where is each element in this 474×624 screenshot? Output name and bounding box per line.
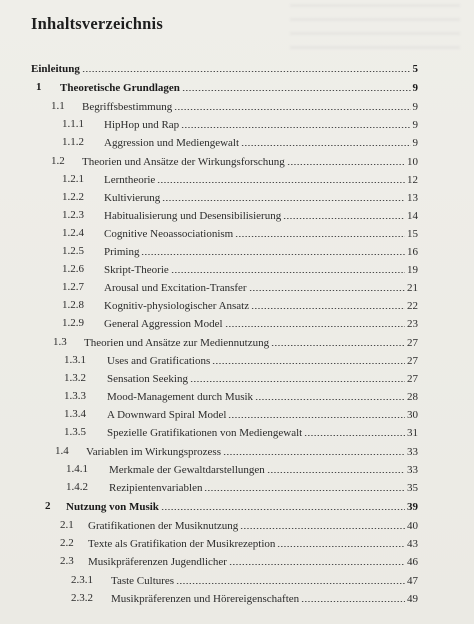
toc-entry-label: Theorien und Ansätze zur Mediennutzung <box>84 337 270 349</box>
toc-entry[interactable] <box>0 461 474 477</box>
dot-leader <box>301 600 405 603</box>
toc-page-number: 40 <box>407 520 418 532</box>
toc-entry-label: Spezielle Gratifikationen von Mediengewalt <box>107 427 303 439</box>
toc-entry[interactable] <box>0 535 474 551</box>
toc-entry-label: Einleitung <box>31 63 80 75</box>
toc-entry-label: Skript-Theorie <box>104 264 169 276</box>
toc-page-number: 39 <box>407 501 418 513</box>
toc-entry-number: 1.2.9 <box>62 317 84 329</box>
toc-entry[interactable] <box>0 261 474 277</box>
dot-leader <box>162 199 405 202</box>
toc-entry-number: 1.1.1 <box>62 118 84 130</box>
toc-entry-label: General Aggression Model <box>104 318 223 330</box>
dot-leader <box>241 144 410 147</box>
toc-entry-label: Rezipientenvariablen <box>109 482 203 494</box>
toc-page-number: 5 <box>412 63 418 75</box>
toc-entry-label: Nutzung von Musik <box>66 501 159 513</box>
dot-leader <box>212 362 405 365</box>
dot-leader <box>240 527 405 530</box>
toc-entry-label: A Downward Spiral Model <box>107 409 227 421</box>
toc-entry[interactable] <box>0 279 474 295</box>
toc-entry-label: Arousal und Excitation-Transfer <box>104 282 247 294</box>
dot-leader <box>267 471 405 474</box>
toc-page-number: 9 <box>412 82 418 94</box>
toc-entry[interactable] <box>0 243 474 259</box>
toc-entry[interactable] <box>0 517 474 533</box>
dot-leader <box>304 434 405 437</box>
toc-entry-label: Musikpräferenzen und Hörereigenschaften <box>111 593 300 605</box>
toc-entry-number: 2.3.2 <box>71 592 93 604</box>
toc-entry[interactable] <box>0 171 474 187</box>
dot-leader <box>251 307 405 310</box>
toc-entry-label: Musikpräferenzen Jugendlicher <box>88 556 227 568</box>
toc-page-number: 46 <box>407 556 418 568</box>
toc-page-number: 27 <box>407 355 418 367</box>
toc-page-number: 33 <box>407 464 418 476</box>
toc-entry-number: 2.1 <box>60 519 74 531</box>
toc-entry-label: Cognitive Neoassociationism <box>104 228 234 240</box>
toc-entry[interactable] <box>0 406 474 422</box>
toc-entry-number: 2.2 <box>60 537 74 549</box>
dot-leader <box>171 271 405 274</box>
toc-page-number: 13 <box>407 192 418 204</box>
toc-entry[interactable] <box>0 225 474 241</box>
toc-entry-number: 1.1.2 <box>62 136 84 148</box>
toc-page-number: 9 <box>412 101 418 113</box>
toc-entry[interactable] <box>0 134 474 150</box>
toc-entry-label: Merkmale der Gewaltdarstellungen <box>109 464 265 476</box>
toc-page-number: 21 <box>407 282 418 294</box>
toc-page-number: 22 <box>407 300 418 312</box>
toc-page-number: 27 <box>407 337 418 349</box>
toc-entry-number: 1.2.6 <box>62 263 84 275</box>
toc-entry-number: 1.2.2 <box>62 191 84 203</box>
dot-leader <box>176 582 405 585</box>
toc-page-number: 43 <box>407 538 418 550</box>
toc-entry-number: 2.3.1 <box>71 574 93 586</box>
toc-entry-number: 1.3.3 <box>64 390 86 402</box>
dot-leader <box>141 253 405 256</box>
toc-entry-label: Habitualisierung und Desensibilisierung <box>104 210 282 222</box>
toc-entry-label: Uses and Gratifications <box>107 355 211 367</box>
toc-entry[interactable] <box>0 352 474 368</box>
dot-leader <box>223 453 405 456</box>
toc-entry-number: 1.2.8 <box>62 299 84 311</box>
toc-entry[interactable] <box>0 370 474 386</box>
toc-page-number: 15 <box>407 228 418 240</box>
toc-entry-label: Kognitiv-physiologischer Ansatz <box>104 300 250 312</box>
toc-entry[interactable] <box>0 207 474 223</box>
toc-entry-number: 1.3.4 <box>64 408 86 420</box>
toc-entry[interactable] <box>0 388 474 404</box>
toc-entry-label: HipHop und Rap <box>104 119 180 131</box>
toc-entry[interactable] <box>0 479 474 495</box>
toc-entry-number: 1.2 <box>51 155 65 167</box>
toc-entry-number: 1.4.1 <box>66 463 88 475</box>
dot-leader <box>181 126 410 129</box>
dot-leader <box>174 108 410 111</box>
toc-entry[interactable] <box>0 60 474 76</box>
toc-entry-label: Taste Cultures <box>111 575 175 587</box>
toc-page-number: 30 <box>407 409 418 421</box>
dot-leader <box>277 545 405 548</box>
dot-leader <box>229 563 405 566</box>
toc-entry-label: Theoretische Grundlagen <box>60 82 180 94</box>
toc-entry-number: 1.3.1 <box>64 354 86 366</box>
toc-entry[interactable] <box>0 297 474 313</box>
toc-entry-label: Priming <box>104 246 140 258</box>
toc-page-number: 47 <box>407 575 418 587</box>
toc-entry-number: 1.3 <box>53 336 67 348</box>
toc-entry[interactable] <box>0 590 474 606</box>
toc-page-number: 23 <box>407 318 418 330</box>
toc-entry[interactable] <box>0 189 474 205</box>
toc-entry-label: Texte als Gratifikation der Musikrezeption <box>88 538 276 550</box>
toc-page-number: 10 <box>407 156 418 168</box>
toc-entry-label: Aggression und Mediengewalt <box>104 137 240 149</box>
dot-leader <box>190 380 405 383</box>
dot-leader <box>182 89 411 92</box>
toc-entry[interactable] <box>0 315 474 331</box>
toc-entry-label: Mood-Management durch Musik <box>107 391 254 403</box>
toc-entry[interactable] <box>0 116 474 132</box>
dot-leader <box>271 344 405 347</box>
toc-entry-number: 1.3.5 <box>64 426 86 438</box>
toc-entry-label: Sensation Seeking <box>107 373 188 385</box>
toc-entry[interactable] <box>0 98 474 114</box>
dot-leader <box>249 289 405 292</box>
toc-page-number: 9 <box>412 137 418 149</box>
toc-page-number: 49 <box>407 593 418 605</box>
dot-leader <box>287 163 405 166</box>
toc-entry-number: 1.2.1 <box>62 173 84 185</box>
toc-page-number: 33 <box>407 446 418 458</box>
toc-page-number: 35 <box>407 482 418 494</box>
toc-page-number: 16 <box>407 246 418 258</box>
dot-leader <box>228 416 405 419</box>
toc-entry-number: 2 <box>45 500 51 512</box>
toc-entry[interactable] <box>0 443 474 459</box>
toc-page-number: 28 <box>407 391 418 403</box>
toc-entry-number: 1.2.7 <box>62 281 84 293</box>
dot-leader <box>235 235 405 238</box>
toc-entry-number: 1.2.3 <box>62 209 84 221</box>
toc-entry-label: Begriffsbestimmung <box>82 101 173 113</box>
toc-entry-number: 1.3.2 <box>64 372 86 384</box>
toc-entry[interactable] <box>0 498 474 514</box>
toc-page-number: 31 <box>407 427 418 439</box>
toc-entry-label: Theorien und Ansätze der Wirkungsforschung <box>82 156 285 168</box>
toc-entry[interactable] <box>0 79 474 95</box>
toc-page-number: 9 <box>412 119 418 131</box>
toc-entry[interactable] <box>0 572 474 588</box>
toc-entry-label: Lerntheorie <box>104 174 156 186</box>
toc-entry[interactable] <box>0 424 474 440</box>
toc-entry[interactable] <box>0 334 474 350</box>
toc-page-number: 12 <box>407 174 418 186</box>
toc-entry-number: 1 <box>36 81 42 93</box>
toc-entry[interactable] <box>0 553 474 569</box>
toc-entry[interactable] <box>0 153 474 169</box>
toc-entry-number: 2.3 <box>60 555 74 567</box>
toc-page-number: 14 <box>407 210 418 222</box>
toc-entry-number: 1.1 <box>51 100 65 112</box>
toc-entry-number: 1.2.5 <box>62 245 84 257</box>
toc-page-number: 27 <box>407 373 418 385</box>
toc-entry-label: Gratifikationen der Musiknutzung <box>88 520 239 532</box>
toc-entry-number: 1.4.2 <box>66 481 88 493</box>
dot-leader <box>157 181 405 184</box>
bleed-through-text <box>290 4 460 52</box>
toc-page-number: 19 <box>407 264 418 276</box>
dot-leader <box>283 217 405 220</box>
toc-entry-number: 1.4 <box>55 445 69 457</box>
dot-leader <box>225 325 405 328</box>
dot-leader <box>161 508 405 511</box>
toc-entry-number: 1.2.4 <box>62 227 84 239</box>
dot-leader <box>82 70 411 73</box>
page-title: Inhaltsverzeichnis <box>31 14 163 33</box>
toc-entry-label: Variablen im Wirkungsprozess <box>86 446 221 458</box>
toc-entry-label: Kultivierung <box>104 192 161 204</box>
dot-leader <box>204 489 405 492</box>
dot-leader <box>255 398 405 401</box>
